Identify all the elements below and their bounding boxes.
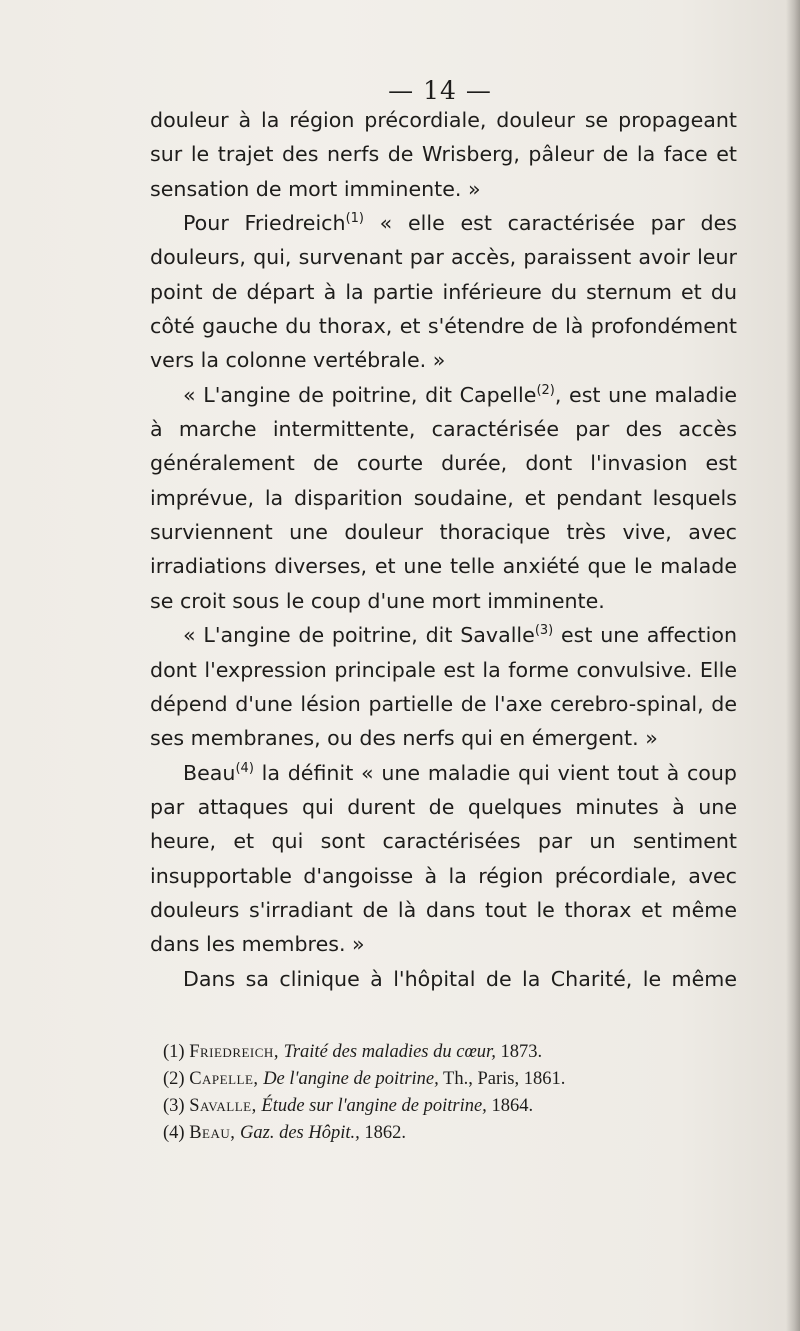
footnote-ref-4: (4)	[235, 760, 254, 776]
footnote-ref-2: (2)	[536, 382, 555, 398]
footnote-details: Th., Paris, 1861.	[438, 1069, 566, 1089]
footnote-ref-3: (3)	[534, 623, 554, 639]
footnote-details: 1862.	[359, 1123, 407, 1143]
footnote-details: 1873.	[495, 1042, 543, 1062]
footnotes	[163, 1039, 743, 1147]
footnote-number: (4)	[163, 1123, 185, 1143]
footnote	[163, 1039, 743, 1066]
paragraph-5-lead: Beau	[183, 760, 236, 785]
body-text	[150, 103, 737, 996]
paragraph-3	[150, 378, 737, 618]
paragraph-2	[150, 206, 737, 378]
paragraph-6: Dans sa clinique à l'hôpital de la Charité, le même	[183, 966, 737, 991]
paragraph-4	[150, 618, 737, 755]
paragraph-5-text: la définit « une maladie qui vient tout à coup par attaques qui durent de quelques minutes à une heure, et qui sont caractérisées par un sentiment insupportable d'angoisse à la région précordiale, avec douleurs s'irradiant de là dans tout le thorax et même dans les membres. »	[150, 760, 737, 957]
footnote	[163, 1120, 743, 1147]
paragraph-3-text: , est une maladie à marche intermittente, caractérisée par des accès généralement de courte durée, dont l'invasion est imprévue, la disparition soudaine, et pendant lesquels surviennent une douleur thoracique très vive, avec irradiations diverses, et une telle anxiété que le malade se croit sous le coup d'une mort imminente.	[150, 382, 738, 613]
paragraph-2-lead: Pour Friedreich	[183, 211, 346, 236]
paragraph-2-text: « elle est caractérisée par des douleurs, qui, survenant par accès, paraissent avoir leur point de départ à la partie inférieure du sternum et du côté gauche du thorax, et s'étendre de là profondément vers la colonne vertébrale. »	[150, 211, 737, 373]
footnote-details: 1864.	[486, 1096, 534, 1116]
footnote-ref-1: (1)	[345, 211, 364, 227]
footnote-title: De l'angine de poitrine,	[263, 1069, 439, 1089]
paragraph-4-text: est une affection dont l'expression principale est la forme convulsive. Elle dépend d'une lésion partielle de l'axe cerebro-spinal, de ses membranes, ou des nerfs qui en émergent. »	[150, 623, 737, 751]
paragraph-5	[150, 756, 737, 962]
footnote-title: Traité des maladies du cœur,	[283, 1042, 496, 1062]
footnote	[163, 1093, 743, 1120]
footnote-author: Beau,	[189, 1123, 236, 1143]
page-number: — 14 —	[388, 76, 492, 105]
footnote-title: Gaz. des Hôpit.,	[240, 1123, 360, 1143]
footnote-title: Étude sur l'angine de poitrine,	[261, 1096, 487, 1116]
footnote-number: (3)	[163, 1096, 185, 1116]
footnote-author: Savalle,	[189, 1096, 257, 1116]
paragraph-1: douleur à la région précordiale, douleur se propageant sur le trajet des nerfs de Wrisberg, pâleur de la face et sensation de mort imminente. »	[150, 108, 737, 201]
footnote-number: (1)	[163, 1042, 185, 1062]
footnote-number: (2)	[163, 1069, 185, 1089]
page-edge-shadow	[786, 0, 800, 1331]
footnote	[163, 1066, 743, 1093]
footnote-author: Capelle,	[189, 1069, 259, 1089]
footnote-author: Friedreich,	[189, 1042, 279, 1062]
paragraph-3-lead: « L'angine de poitrine, dit Capelle	[183, 382, 537, 407]
paragraph-4-lead: « L'angine de poitrine, dit Savalle	[183, 623, 535, 648]
